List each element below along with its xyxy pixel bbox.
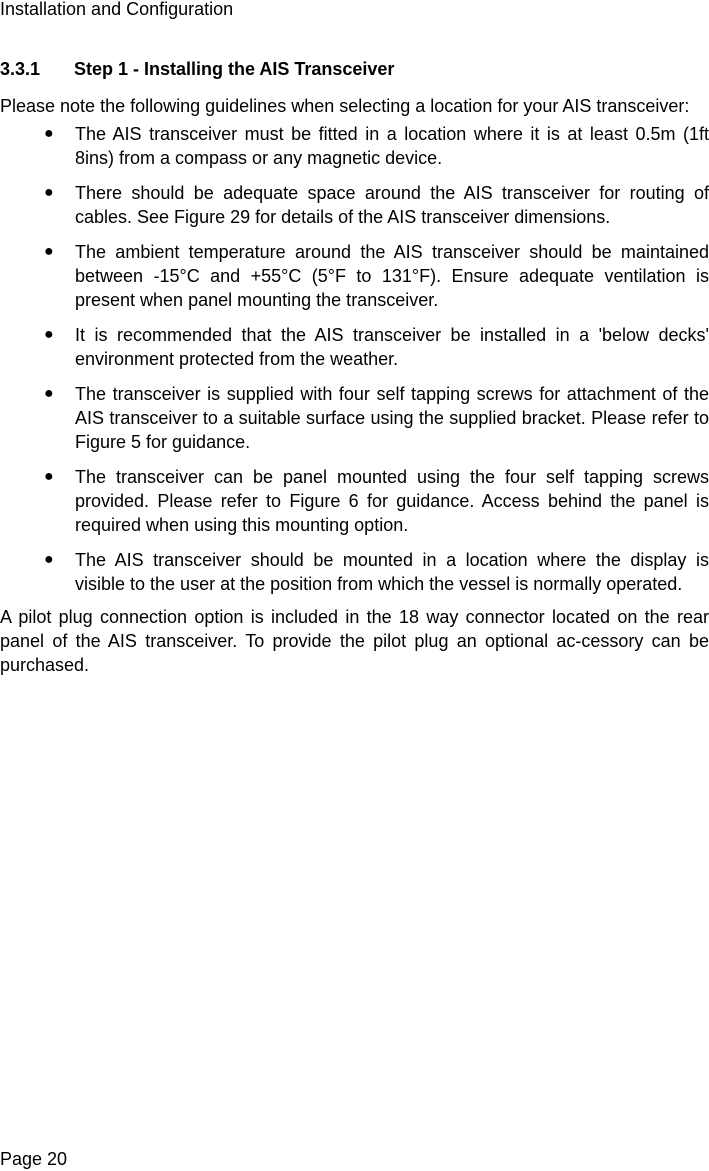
- bullet-icon: ●: [44, 243, 54, 260]
- list-item: [0, 323, 709, 371]
- list-item: [0, 465, 709, 537]
- list-item: [0, 382, 709, 454]
- list-item: [0, 240, 709, 312]
- section-number: 3.3.1: [0, 59, 41, 79]
- document-body: [0, 94, 709, 677]
- running-header: Installation and Configuration: [0, 0, 234, 19]
- section-title: Step 1 - Installing the AIS Transceiver: [74, 59, 395, 79]
- bullet-icon: ●: [44, 326, 54, 343]
- bullet-icon: ●: [44, 385, 54, 402]
- list-item: [0, 122, 709, 170]
- list-item-text: The AIS transceiver must be fitted in a location where it is at least 0.5m (1ft 8ins) from a compass or any magnetic device.: [75, 124, 709, 168]
- list-item: [0, 181, 709, 229]
- list-item-text: The AIS transceiver should be mounted in a location where the display is visible to the user at the position from which the vessel is normally operated.: [75, 550, 709, 594]
- bullet-icon: ●: [44, 551, 54, 568]
- intro-paragraph: Please note the following guidelines when selecting a location for your AIS transceiver:: [0, 96, 690, 116]
- list-item-text: The transceiver can be panel mounted using the four self tapping screws provided. Please refer to Figure 6 for guidance. Access behind the panel is required when using this mounting option.: [75, 467, 709, 535]
- guidelines-list: [0, 122, 709, 596]
- list-item: [0, 548, 709, 596]
- list-item-text: The ambient temperature around the AIS transceiver should be maintained between -15°C and +55°C (5°F to 131°F). Ensure adequate ventilation is present when panel mounting the transceiver.: [75, 242, 709, 310]
- list-item-text: There should be adequate space around the AIS transceiver for routing of cables. See Figure 29 for details of the AIS transceiver dimensions.: [75, 183, 709, 227]
- bullet-icon: ●: [44, 184, 54, 201]
- closing-paragraph: A pilot plug connection option is included in the 18 way connector located on the rear panel of the AIS transceiver. To provide the pilot plug an optional ac-cessory can be purchased.: [0, 607, 709, 675]
- bullet-icon: ●: [44, 125, 54, 142]
- list-item-text: The transceiver is supplied with four self tapping screws for attachment of the AIS transceiver to a suitable surface using the supplied bracket. Please refer to Figure 5 for guidance.: [75, 384, 709, 452]
- page-number: Page 20: [0, 1149, 68, 1169]
- section-heading: [0, 58, 394, 80]
- list-item-text: It is recommended that the AIS transceiver be installed in a 'below decks' environment protected from the weather.: [75, 325, 709, 369]
- bullet-icon: ●: [44, 468, 54, 485]
